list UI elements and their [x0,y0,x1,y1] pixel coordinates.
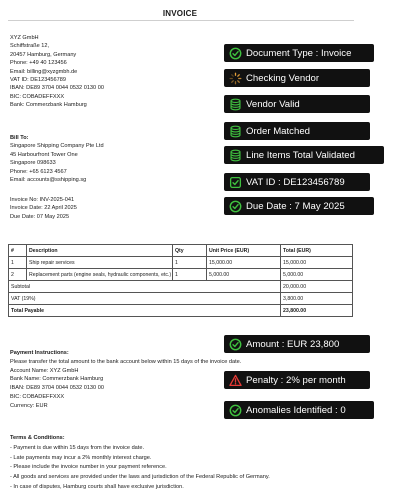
seller-phone: Phone: +49 40 123456 [10,60,67,67]
seller-email: Email: billing@xyzgmbh.de [10,68,78,75]
subtotal-row [9,281,353,293]
title-divider [8,20,354,21]
line-items-table [8,244,353,317]
check-square-icon [228,175,242,189]
tag-vendor-valid [224,95,370,113]
seller-street: Schiffstraße 12, [10,43,50,50]
bill-to-city: Singapore 098633 [10,160,56,167]
table-cell: 15,000.00 [207,257,281,269]
tag-label: Checking Vendor [246,72,320,84]
table-cell: Ship repair services [27,257,173,269]
payment-heading: Payment Instructions: [10,350,69,356]
total-row [9,305,353,317]
tag-label: Line Items Total Validated [246,149,355,161]
warning-icon [228,373,242,387]
terms-item: - In case of disputes, Hamburg courts shall have exclusive jurisdiction. [10,483,184,490]
bill-to-street: 45 Harbourfront Tower One [10,151,78,158]
table-header-row [9,245,353,257]
seller-address [10,34,104,110]
table-cell: 15,000.00 [281,257,353,269]
payment-intro: Please transfer the total amount to the bank account below within 15 days of the invoice date. [10,358,242,365]
payment-iban: IBAN: DE89 3704 0044 0532 0130 00 [10,385,104,392]
vat-row [9,293,353,305]
seller-city: 20457 Hamburg, Germany [10,51,77,58]
check-circle-icon [228,403,242,417]
tag-anomalies [224,401,374,419]
tag-label: VAT ID : DE123456789 [246,176,345,188]
payment-instructions [10,349,241,411]
table-cell: 5,000.00 [207,269,281,281]
tag-label: Anomalies Identified : 0 [246,404,346,416]
tag-amount [224,335,370,353]
table-header-cell: Unit Price (EUR) [207,245,281,257]
tag-label: Vendor Valid [246,98,300,110]
table-row [9,257,353,269]
tag-due-date [224,197,374,215]
payment-currency: Currency: EUR [10,402,48,409]
tag-order-matched [224,122,370,140]
payment-bic: BIC: COBADEFFXXX [10,393,65,400]
payment-account-name: Account Name: XYZ GmbH [10,367,79,374]
seller-vat: VAT ID: DE123456789 [10,77,66,84]
invoice-title: INVOICE [162,9,198,18]
spinner-icon [228,71,242,85]
terms-item: - Please include the invoice number in your payment reference. [10,464,167,471]
terms-item: - Late payments may incur a 2% monthly interest charge. [10,454,152,461]
terms-item: - Payment is due within 15 days from the invoice date. [10,444,145,451]
bill-to-name: Singapore Shipping Company Pte Ltd [10,143,104,150]
table-row [9,269,353,281]
tag-line-items-validated [224,146,384,164]
subtotal-value: 20,000.00 [281,281,353,293]
seller-bank: Bank: Commerzbank Hamburg [10,102,87,109]
subtotal-label: Subtotal [9,281,281,293]
seller-bic: BIC: COBADEFFXXX [10,93,65,100]
database-icon [228,124,242,138]
table-cell: 1 [173,257,207,269]
tag-vat-id [224,173,370,191]
table-header-cell: Total (EUR) [281,245,353,257]
invoice-number: Invoice No: INV-2025-041 [10,197,75,203]
total-value: 23,800.00 [281,305,353,317]
table-cell: 1 [9,257,27,269]
total-label: Total Payable [9,305,281,317]
invoice-date: Invoice Date: 22 April 2025 [10,205,77,212]
bill-to-phone: Phone: +65 6123 4567 [10,168,67,175]
database-icon [228,97,242,111]
invoice-meta [10,196,77,221]
payment-bank-name: Bank Name: Commerzbank Hamburg [10,376,104,383]
tag-document-type [224,44,374,62]
seller-iban: IBAN: DE89 3704 0044 0532 0130 00 [10,85,104,92]
terms-heading: Terms & Conditions: [10,435,65,441]
tag-label: Penalty : 2% per month [246,374,346,386]
database-icon [228,148,242,162]
table-cell: Replacement parts (engine seals, hydraulic components, etc.) [27,269,173,281]
vat-label: VAT (19%) [9,293,281,305]
table-header-cell: Qty [173,245,207,257]
check-circle-icon [228,199,242,213]
vat-value: 3,800.00 [281,293,353,305]
terms-conditions [10,434,270,493]
table-header-cell: # [9,245,27,257]
tag-label: Order Matched [246,125,310,137]
table-header-cell: Description [27,245,173,257]
tag-penalty [224,371,370,389]
table-cell: 5,000.00 [281,269,353,281]
table-cell: 2 [9,269,27,281]
bill-to-heading: Bill To: [10,135,29,141]
tag-label: Document Type : Invoice [246,47,352,59]
seller-name: XYZ GmbH [10,35,39,41]
tag-label: Due Date : 7 May 2025 [246,200,345,212]
tag-checking-vendor [224,69,370,87]
check-circle-icon [228,46,242,60]
tag-label: Amount : EUR 23,800 [246,338,340,350]
terms-item: - All goods and services are provided under the laws and jurisdiction of the Federal Republic of Germany. [10,474,270,481]
table-cell: 1 [173,269,207,281]
invoice-due-date: Due Date: 07 May 2025 [10,213,70,220]
check-circle-icon [228,337,242,351]
bill-to-address [10,134,104,184]
bill-to-email: Email: accounts@sshipping.sg [10,177,87,184]
